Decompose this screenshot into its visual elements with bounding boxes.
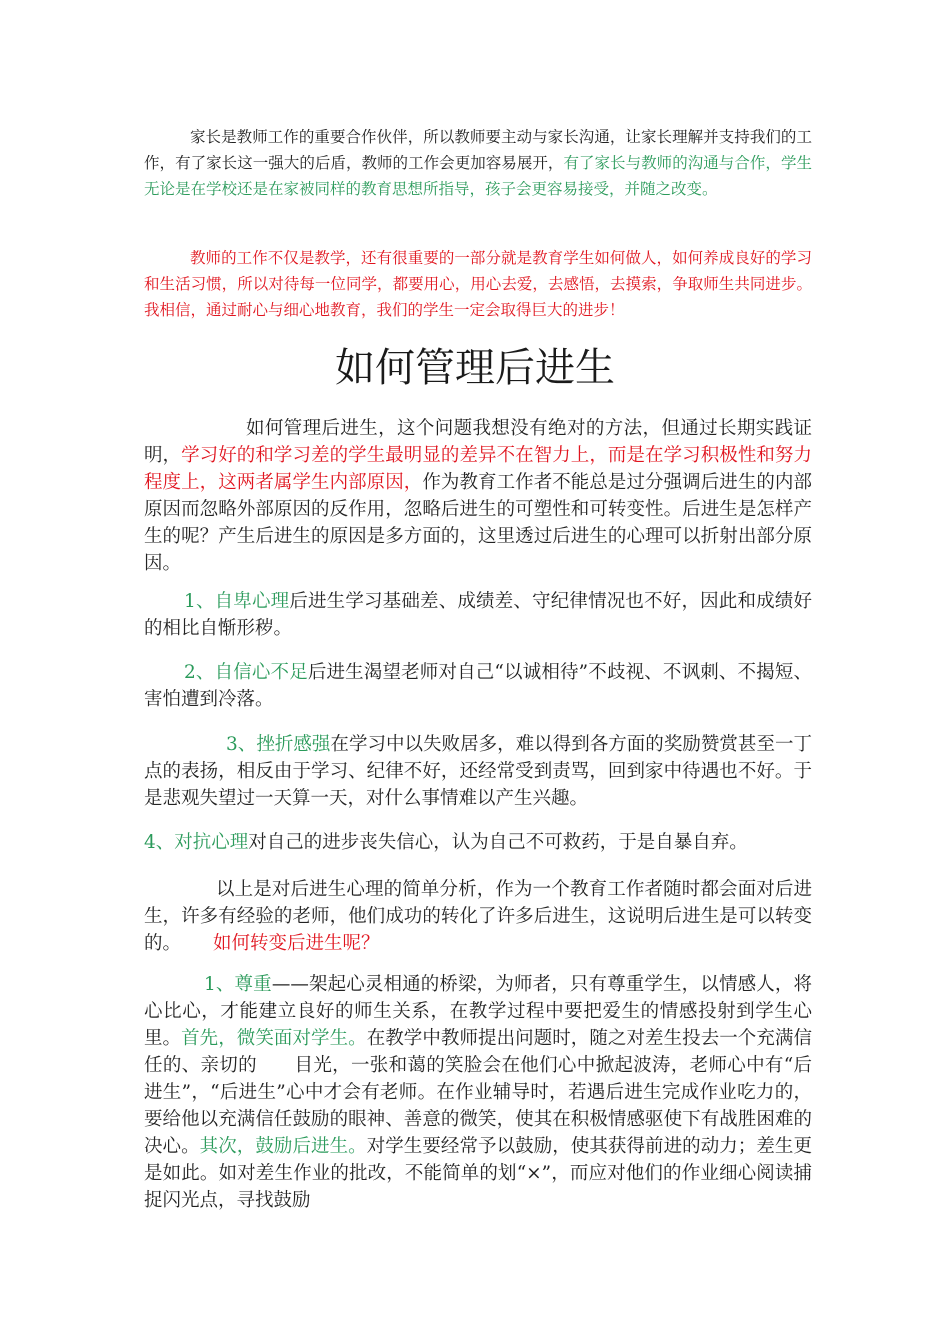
highlight-text: 如何转变后进生呢？ xyxy=(213,933,380,954)
highlight-text: 其次，鼓励后进生。 xyxy=(199,1136,367,1157)
list-item-resistance xyxy=(144,829,812,856)
paragraph-text: 作为教育工作者不能总是过分强调后进生的内部原因而忽略外部原因的反作用，忽略后进生的可塑性和可转变性。后进生是怎样产生的呢？产生后进生的原因是多方面的，这里透过后进生的心理可以折射出部分原因。 xyxy=(144,472,812,574)
list-item-inferiority xyxy=(144,588,812,642)
paragraph-text: ——架起心灵相通的桥梁，为师者，只有尊重学生，以情感人，将心比心，才能建立良好的师生关系，在教学过程中要把爱生的情感投射到学生心里。 xyxy=(144,974,812,1049)
highlight-text: 首先，微笑面对学生。 xyxy=(181,1028,367,1049)
paragraph-text: 如何管理后进生，这个问题我想没有绝对的方法，但通过长期实践证明， xyxy=(144,418,812,466)
item-text: 后进生渴望老师对自己“以诚相待”不歧视、不讽刺、不揭短、害怕遭到冷落。 xyxy=(144,662,812,710)
item-label: 2、自信心不足 xyxy=(184,662,308,683)
list-item-confidence xyxy=(144,659,812,713)
paragraph-text: 以上是对后进生心理的简单分析，作为一个教育工作者随时都会面对后进生，许多有经验的老师，他们成功的转化了许多后进生，这说明后进生是可以转变的。 xyxy=(144,879,812,954)
paragraph-text: 对学生要经常予以鼓励，使其获得前进的动力；差生更是如此。如对差生作业的批改，不能简单的划“×”，而应对他们的作业细心阅读捕捉闪光点，寻找鼓励 xyxy=(144,1136,812,1211)
list-item-frustration xyxy=(144,731,812,812)
item-label: 3、挫折感强 xyxy=(226,734,331,755)
highlight-text: 有了家长与教师的沟通与合作，学生无论是在学校还是在家被同样的教育思想所指导，孩子会更容易接受，并随之改变。 xyxy=(144,154,812,198)
item-text: 对自己的进步丧失信心，认为自己不可救药，于是自暴自弃。 xyxy=(248,832,748,853)
item-label: 1、自卑心理 xyxy=(184,591,290,612)
paragraph-parents-cooperation xyxy=(144,124,812,202)
paragraph-text: 在教学中教师提出问题时，随之对差生投去一个充满信任的、亲切的 目光，一张和蔼的笑脸会在他们心中掀起波涛，老师心中有“后进生”，“后进生”心中才会有老师。在作业辅导时，若遇后进生完成作业吃力的，要给他以充满信任鼓励的眼神、善意的微笑，使其在积极情感驱使下有战胜困难的决心。 xyxy=(144,1028,812,1157)
item-label: 1、尊重 xyxy=(204,974,272,995)
paragraph-teacher-work: 教师的工作不仅是教学，还有很重要的一部分就是教育学生如何做人，如何养成良好的学习和生活习惯，所以对待每一位同学，都要用心，用心去爱，去感悟，去摸索，争取师生共同进步。我相信，通过耐心与细心地教育，我们的学生一定会取得巨大的进步！ xyxy=(144,249,812,319)
paragraph-respect xyxy=(144,971,812,1214)
paragraph-summary xyxy=(144,876,812,957)
item-label: 4、对抗心理 xyxy=(144,832,249,853)
item-text: 在学习中以失败居多，难以得到各方面的奖励赞赏甚至一丁点的表扬，相反由于学习、纪律不好，还经常受到责骂，回到家中待遇也不好。于是悲观失望过一天算一天，对什么事情难以产生兴趣。 xyxy=(144,734,812,809)
paragraph-intro xyxy=(144,415,812,577)
item-text: 后进生学习基础差、成绩差、守纪律情况也不好，因此和成绩好的相比自惭形秽。 xyxy=(144,591,812,639)
page-title: 如何管理后进生 xyxy=(335,345,615,391)
highlight-text: 学习好的和学习差的学生最明显的差异不在智力上，而是在学习积极性和努力程度上，这两者属学生内部原因， xyxy=(144,445,812,493)
paragraph-text: 家长是教师工作的重要合作伙伴，所以教师要主动与家长沟通，让家长理解并支持我们的工作，有了家长这一强大的后盾，教师的工作会更加容易展开， xyxy=(144,128,812,172)
